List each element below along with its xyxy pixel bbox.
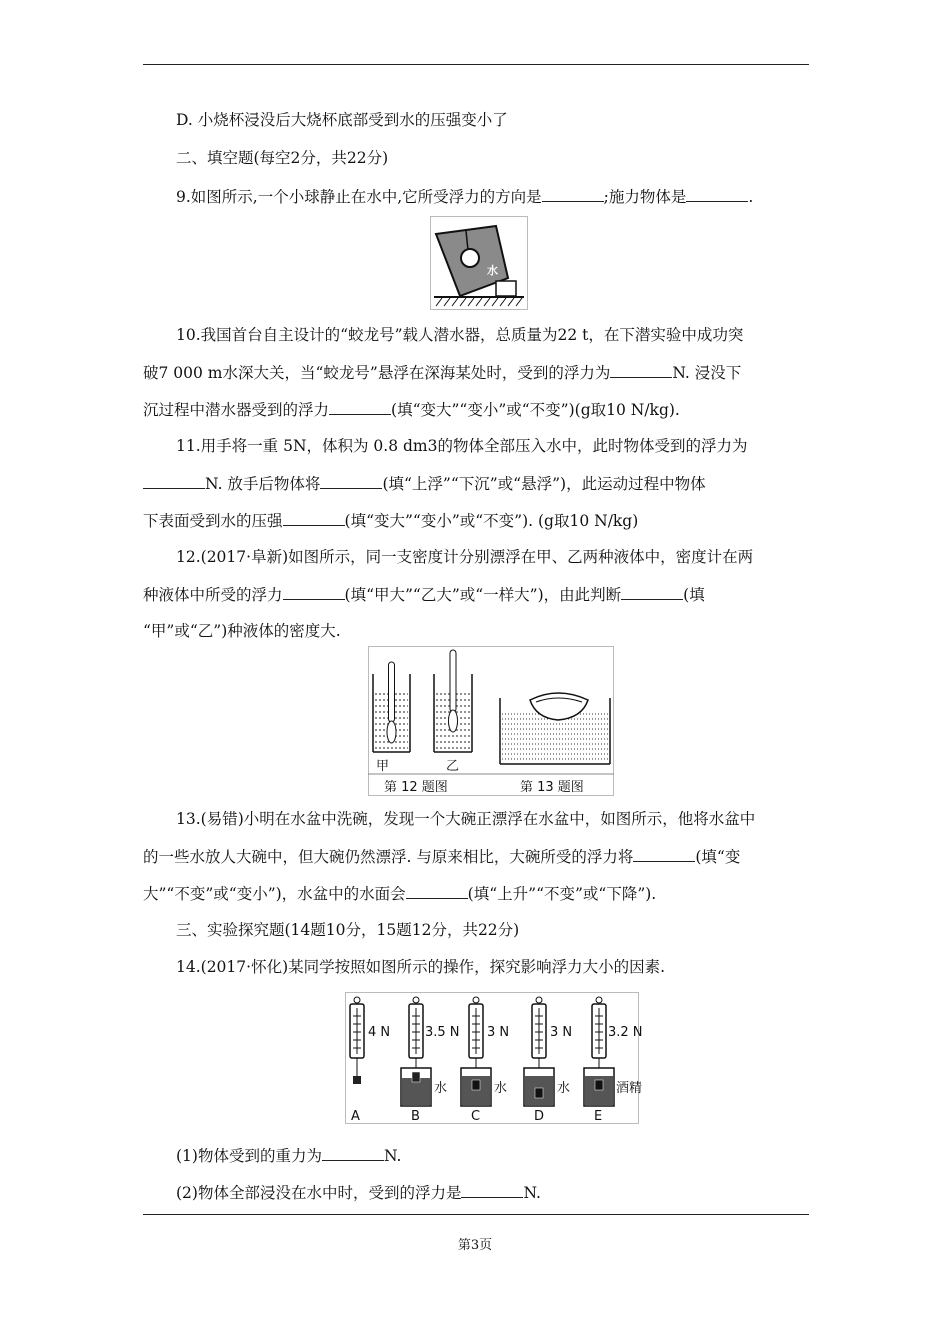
reading-b: 3.5 N (425, 1025, 460, 1040)
answer-blank (143, 473, 205, 489)
answer-blank (283, 584, 345, 600)
answer-blank (686, 186, 748, 202)
q10-line1: 10.我国首台自主设计的“蛟龙号”载人潜水器，总质量为22 t，在下潜实验中成功突 (176, 326, 744, 344)
page-number: 第3页 (457, 1238, 493, 1253)
q9-water-label: 水 (487, 264, 498, 277)
q14-sub2: (2)物体全部浸没在水中时，受到的浮力是 N. (176, 1184, 541, 1202)
q12-line3: “甲”或“乙”)种液体的密度大. (143, 622, 341, 640)
liquid-label-b: 水 (434, 1081, 448, 1096)
q9-text: 9.如图所示,一个小球静止在水中,它所受浮力的方向是 ;施力物体是 . (176, 188, 754, 206)
liquid-label-e: 酒精 (616, 1081, 643, 1096)
scale-c (461, 997, 491, 1106)
reading-c: 3 N (487, 1025, 510, 1040)
liquid-label-d: 水 (557, 1081, 571, 1096)
q12-line1: 12.(2017·阜新)如图所示，同一支密度计分别漂浮在甲、乙两种液体中，密度计在两 (176, 548, 754, 566)
q8-option-d: D. 小烧杯浸没后大烧杯底部受到水的压强变小了 (176, 111, 508, 129)
q12-beaker-yi (434, 650, 472, 752)
q12-label-yi: 乙 (446, 759, 460, 774)
q12-beaker-jia (373, 662, 410, 752)
answer-blank (610, 362, 672, 378)
answer-blank (621, 584, 683, 600)
answer-blank (406, 883, 468, 899)
q13-line3: 大”“不变”或“变小”)，水盆中的水面会 (填“上升”“不变”或“下降”). (143, 885, 657, 903)
panel-label-b: B (411, 1109, 420, 1124)
q13-line1: 13.(易错)小明在水盆中洗碗，发现一个大碗正漂浮在水盆中，如图所示，他将水盆中 (176, 810, 756, 828)
q14-figure (345, 992, 643, 1124)
q11-line2: N. 放手后物体将 (填“上浮”“下沉”或“悬浮”)，此运动过程中物体 (143, 473, 813, 494)
answer-blank (322, 1145, 384, 1161)
panel-label-c: C (471, 1109, 481, 1124)
panel-label-a: A (351, 1109, 360, 1124)
answer-blank (461, 1182, 523, 1198)
reading-d: 3 N (550, 1025, 573, 1040)
answer-blank (633, 846, 695, 862)
header-rule (143, 64, 809, 65)
answer-blank (283, 510, 345, 526)
footer-rule (143, 1214, 809, 1215)
scale-b (401, 997, 431, 1106)
q10-line3: 沉过程中潜水器受到的浮力 (填“变大”“变小”或“不变”)(g取10 N/kg). (143, 401, 680, 419)
reading-e: 3.2 N (608, 1025, 643, 1040)
q13-basin (500, 693, 610, 764)
q12-q13-figure (368, 646, 614, 796)
reading-a: 4 N (368, 1025, 391, 1040)
scale-d (524, 997, 554, 1106)
q12-line2: 种液体中所受的浮力 (填“甲大”“乙大”或“一样大”)，由此判断 (填 (143, 586, 705, 604)
answer-blank (320, 473, 382, 489)
liquid-label-c: 水 (494, 1081, 508, 1096)
answer-blank (329, 399, 391, 415)
q14-stem: 14.(2017·怀化)某同学按照如图所示的操作，探究影响浮力大小的因素. (176, 958, 666, 976)
q14-sub1: (1)物体受到的重力为 N. (176, 1147, 402, 1165)
q13-line2: 的一些水放人大碗中，但大碗仍然漂浮. 与原来相比，大碗所受的浮力将 (填“变 (143, 848, 741, 866)
panel-label-d: D (534, 1109, 545, 1124)
answer-blank (542, 186, 604, 202)
q9-figure (430, 216, 528, 310)
q11-line3: 下表面受到水的压强 (填“变大”“变小”或“不变”). (g取10 N/kg) (143, 512, 639, 530)
section3-heading: 三、实验探究题(14题10分，15题12分，共22分) (176, 921, 520, 939)
panel-label-e: E (594, 1109, 603, 1124)
scale-a (350, 997, 364, 1084)
q12-label-jia: 甲 (376, 759, 390, 774)
q12-caption: 第 12 题图 (384, 780, 448, 795)
q13-caption: 第 13 题图 (520, 780, 584, 795)
q11-line1: 11.用手将一重 5N，体积为 0.8 dm3的物体全部压入水中，此时物体受到的浮力为 (176, 437, 748, 455)
scale-e (584, 997, 614, 1106)
section2-heading: 二、填空题(每空2分，共22分) (176, 149, 389, 167)
q10-line2: 破7 000 m水深大关，当“蛟龙号”悬浮在深海某处时，受到的浮力为 N. 浸没下 (143, 364, 742, 382)
